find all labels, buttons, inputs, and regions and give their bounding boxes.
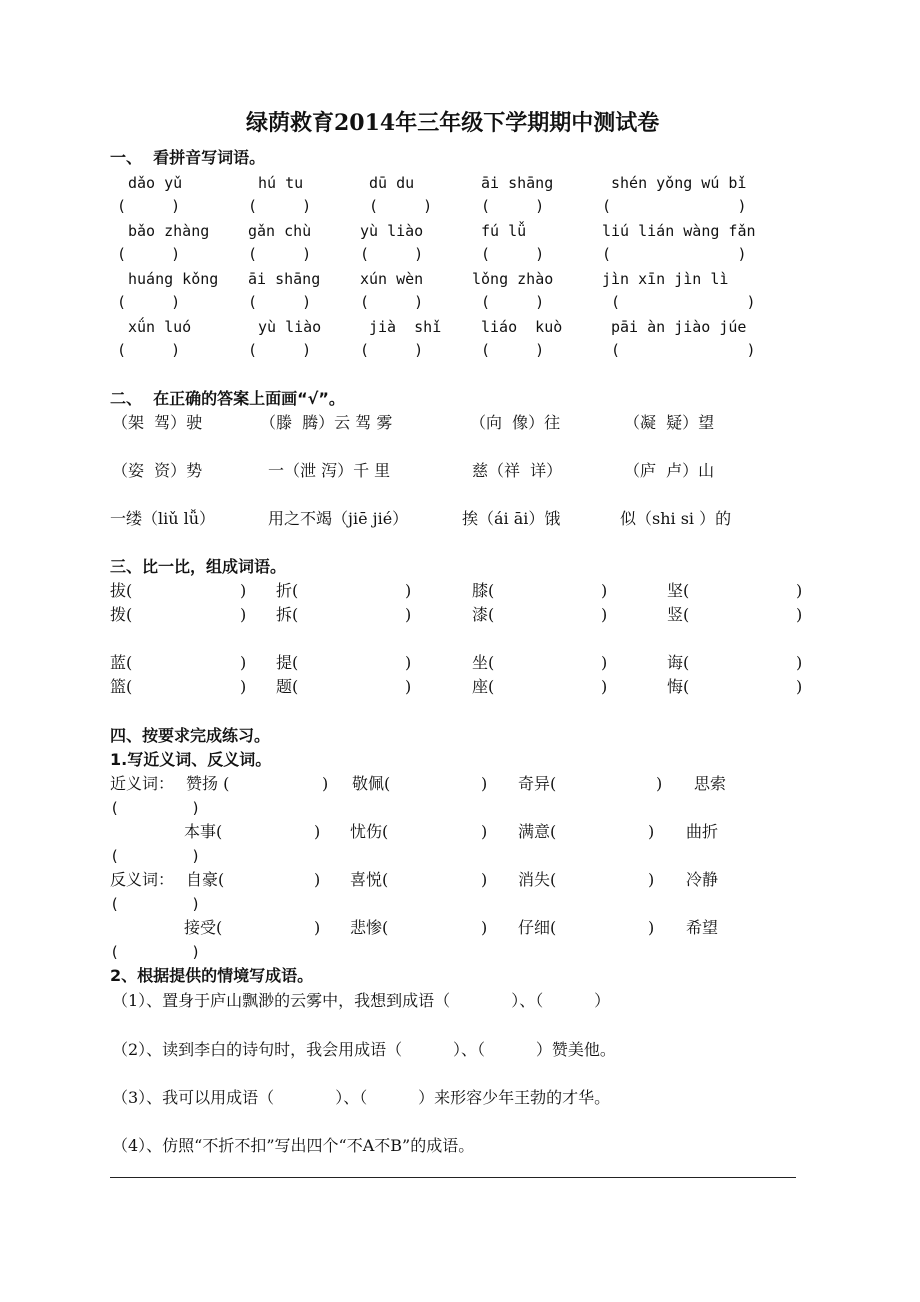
paren-close: ): [314, 822, 321, 841]
pinyin: pāi àn jiào júe: [611, 318, 747, 336]
pinyin: lǒng zhào: [472, 270, 554, 288]
answer-blank[interactable]: ( ): [117, 197, 181, 215]
compare-char: 拨(: [110, 605, 133, 624]
paren-close: ): [648, 870, 655, 889]
choice-item[interactable]: 挨（ái āi）饿: [462, 509, 561, 528]
answer-blank[interactable]: ( ): [481, 245, 545, 263]
section2-heading: 二、 在正确的答案上面画“√”。: [110, 389, 345, 408]
pinyin: xún wèn: [360, 270, 424, 288]
paren-close: ): [601, 581, 608, 600]
paren-close: ): [240, 581, 247, 600]
paren-close: ): [405, 677, 412, 696]
paren-close: ): [314, 870, 321, 889]
choice-item[interactable]: （向 像）往: [470, 413, 561, 432]
pinyin: gǎn chù: [248, 222, 312, 240]
paren-close: ): [240, 677, 247, 696]
compare-char: 折(: [276, 581, 299, 600]
paren-close: ): [240, 653, 247, 672]
answer-blank[interactable]: ( ): [248, 197, 312, 215]
word-prompt: 悲惨(: [350, 918, 389, 937]
compare-char: 题(: [276, 677, 299, 696]
word-prompt: 奇异(: [518, 774, 557, 793]
compare-char: 诲(: [667, 653, 690, 672]
compare-char: 坚(: [667, 581, 690, 600]
paren-close: ): [601, 653, 608, 672]
paren-close: ): [601, 677, 608, 696]
subsection-heading: 2、根据提供的情境写成语。: [110, 966, 314, 985]
choice-item[interactable]: （凝 疑）望: [624, 413, 715, 432]
pinyin: yù liào: [258, 318, 322, 336]
choice-item[interactable]: （姿 资）势: [112, 461, 203, 480]
answer-blank[interactable]: ( ): [611, 293, 756, 311]
choice-item[interactable]: 似（shi si ）的: [620, 509, 732, 528]
paren-close: ): [601, 605, 608, 624]
answer-blank[interactable]: ( ): [481, 293, 545, 311]
word-prompt: 仔细(: [518, 918, 557, 937]
pinyin: jià shǐ: [369, 318, 442, 336]
section4-heading: 四、按要求完成练习。: [110, 726, 271, 745]
answer-blank[interactable]: ( ): [369, 197, 433, 215]
answer-blank[interactable]: ( ): [110, 799, 201, 817]
paren-close: ): [314, 918, 321, 937]
compare-char: 提(: [276, 653, 299, 672]
pinyin: bǎo zhàng: [128, 222, 210, 240]
pinyin: huáng kǒng: [128, 270, 219, 288]
word-prompt: 希望: [686, 918, 719, 937]
answer-line[interactable]: [110, 1177, 796, 1178]
page-title: 绿荫救育2014年三年级下学期期中测试卷: [246, 110, 660, 136]
compare-char: 拆(: [276, 605, 299, 624]
idiom-question[interactable]: （1）、置身于庐山飘渺的云雾中，我想到成语（ ）、（ ）: [112, 991, 611, 1010]
compare-char: 篮(: [110, 677, 133, 696]
compare-char: 蓝(: [110, 653, 133, 672]
answer-blank[interactable]: ( ): [602, 245, 747, 263]
pinyin: dū du: [369, 174, 415, 192]
synonym-label: 近义词：: [110, 774, 175, 793]
word-prompt: 曲折: [686, 822, 719, 841]
paren-close: ): [481, 918, 488, 937]
pinyin: fú lǚ: [481, 222, 527, 240]
compare-char: 坐(: [472, 653, 495, 672]
choice-item[interactable]: 用之不竭（jiē jié）: [268, 509, 409, 528]
pinyin: yù liào: [360, 222, 424, 240]
paren-close: ): [405, 605, 412, 624]
pinyin: āi shāng: [248, 270, 321, 288]
pinyin: jìn xīn jìn lì: [602, 270, 729, 288]
answer-blank[interactable]: ( ): [248, 245, 312, 263]
answer-blank[interactable]: ( ): [360, 341, 424, 359]
pinyin: xǘn luó: [128, 318, 192, 336]
answer-blank[interactable]: ( ): [611, 341, 756, 359]
pinyin: liú lián wàng fǎn: [602, 222, 756, 240]
choice-item[interactable]: 一缕（liǔ lǚ）: [110, 509, 216, 528]
answer-blank[interactable]: ( ): [110, 895, 201, 913]
answer-blank[interactable]: ( ): [110, 943, 201, 961]
compare-char: 座(: [472, 677, 495, 696]
section1-heading: 一、 看拼音写词语。: [110, 148, 266, 167]
answer-blank[interactable]: ( ): [117, 245, 181, 263]
word-prompt: 赞扬 (: [186, 774, 230, 793]
word-prompt: 本事(: [184, 822, 223, 841]
answer-blank[interactable]: ( ): [602, 197, 747, 215]
paren-close: ): [796, 677, 803, 696]
choice-item[interactable]: （架 驾）驶: [112, 413, 203, 432]
pinyin: shén yǒng wú bǐ: [611, 174, 747, 192]
word-prompt: 思索: [694, 774, 727, 793]
idiom-question[interactable]: （2）、读到李白的诗句时，我会用成语（ ）、（ ）赞美他。: [112, 1040, 616, 1059]
word-prompt: 忧伤(: [350, 822, 389, 841]
answer-blank[interactable]: ( ): [360, 293, 424, 311]
compare-char: 拔(: [110, 581, 133, 600]
answer-blank[interactable]: ( ): [360, 245, 424, 263]
choice-item[interactable]: （滕 腾）云 驾 雾: [260, 413, 393, 432]
pinyin: āi shāng: [481, 174, 554, 192]
pinyin: hú tu: [258, 174, 304, 192]
idiom-question[interactable]: （4）、仿照“不折不扣”写出四个“不A不B”的成语。: [112, 1136, 475, 1155]
paren-close: ): [648, 918, 655, 937]
paren-close: ): [481, 774, 488, 793]
compare-char: 漆(: [472, 605, 495, 624]
answer-blank[interactable]: ( ): [117, 293, 181, 311]
paren-close: ): [322, 774, 329, 793]
choice-item[interactable]: （庐 卢）山: [624, 461, 715, 480]
answer-blank[interactable]: ( ): [110, 847, 201, 865]
paren-close: ): [405, 653, 412, 672]
idiom-question[interactable]: （3）、我可以用成语（ ）、（ ）来形容少年王勃的才华。: [112, 1088, 611, 1107]
word-prompt: 冷静: [686, 870, 719, 889]
paren-close: ): [481, 822, 488, 841]
paren-close: ): [648, 822, 655, 841]
answer-blank[interactable]: ( ): [117, 341, 181, 359]
paren-close: ): [405, 581, 412, 600]
paren-close: ): [656, 774, 663, 793]
subsection-heading: 1.写近义词、反义词。: [110, 750, 272, 769]
antonym-label: 反义词：: [110, 870, 175, 889]
paren-close: ): [481, 870, 488, 889]
compare-char: 膝(: [472, 581, 495, 600]
pinyin: liáo kuò: [481, 318, 563, 336]
word-prompt: 接受(: [184, 918, 223, 937]
pinyin: dǎo yǔ: [128, 174, 183, 192]
answer-blank[interactable]: ( ): [481, 197, 545, 215]
answer-blank[interactable]: ( ): [248, 293, 312, 311]
compare-char: 悔(: [667, 677, 690, 696]
paren-close: ): [796, 653, 803, 672]
paren-close: ): [240, 605, 247, 624]
answer-blank[interactable]: ( ): [248, 341, 312, 359]
word-prompt: 消失(: [518, 870, 557, 889]
paren-close: ): [796, 605, 803, 624]
section3-heading: 三、比一比，组成词语。: [110, 557, 287, 576]
word-prompt: 满意(: [518, 822, 557, 841]
word-prompt: 敬佩(: [352, 774, 391, 793]
answer-blank[interactable]: ( ): [481, 341, 545, 359]
paren-close: ): [796, 581, 803, 600]
word-prompt: 喜悦(: [350, 870, 389, 889]
compare-char: 竖(: [667, 605, 690, 624]
word-prompt: 自豪(: [186, 870, 225, 889]
choice-item[interactable]: 慈（祥 详）: [472, 461, 563, 480]
choice-item[interactable]: 一（泄 泻）千 里: [268, 461, 391, 480]
